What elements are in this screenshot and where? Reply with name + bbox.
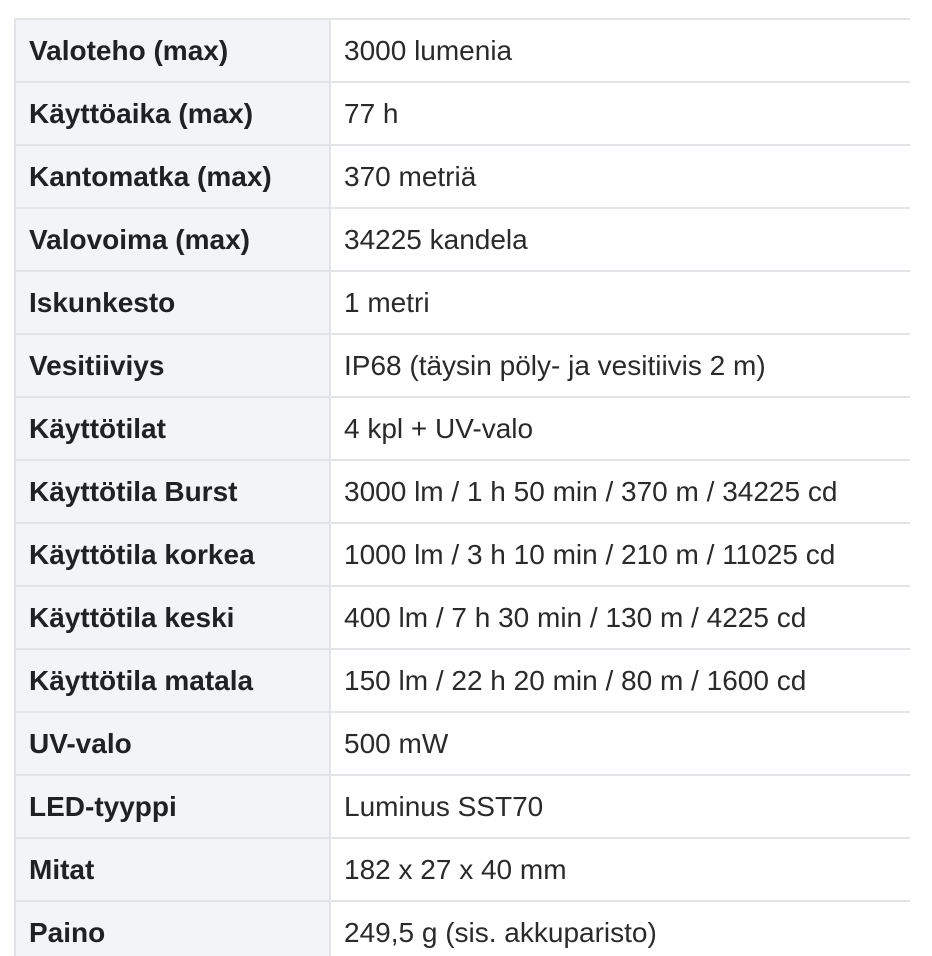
- table-row: [15, 460, 910, 523]
- spec-label: Paino: [15, 901, 330, 956]
- table-row: [15, 397, 910, 460]
- spec-label: Käyttöaika (max): [15, 82, 330, 145]
- spec-value: 150 lm / 22 h 20 min / 80 m / 1600 cd: [330, 649, 910, 712]
- spec-label: Käyttötila keski: [15, 586, 330, 649]
- spec-value: 3000 lumenia: [330, 19, 910, 82]
- spec-table-container: [14, 18, 910, 956]
- spec-value: 500 mW: [330, 712, 910, 775]
- spec-value: 4 kpl + UV-valo: [330, 397, 910, 460]
- table-row: [15, 82, 910, 145]
- spec-value: 182 x 27 x 40 mm: [330, 838, 910, 901]
- table-row: [15, 334, 910, 397]
- table-row: [15, 838, 910, 901]
- spec-label: Valovoima (max): [15, 208, 330, 271]
- table-row: [15, 208, 910, 271]
- spec-label: UV-valo: [15, 712, 330, 775]
- table-row: [15, 271, 910, 334]
- table-row: [15, 586, 910, 649]
- spec-value: 249,5 g (sis. akkuparisto): [330, 901, 910, 956]
- spec-label: Iskunkesto: [15, 271, 330, 334]
- table-row: [15, 523, 910, 586]
- spec-value: 1 metri: [330, 271, 910, 334]
- spec-value: 400 lm / 7 h 30 min / 130 m / 4225 cd: [330, 586, 910, 649]
- spec-label: Valoteho (max): [15, 19, 330, 82]
- spec-label: Käyttötila matala: [15, 649, 330, 712]
- spec-label: Mitat: [15, 838, 330, 901]
- spec-value: 34225 kandela: [330, 208, 910, 271]
- spec-label: Käyttötila Burst: [15, 460, 330, 523]
- spec-table: [14, 18, 910, 956]
- spec-label: Käyttötilat: [15, 397, 330, 460]
- table-row: [15, 901, 910, 956]
- table-row: [15, 775, 910, 838]
- spec-value: 1000 lm / 3 h 10 min / 210 m / 11025 cd: [330, 523, 910, 586]
- spec-label: Vesitiiviys: [15, 334, 330, 397]
- spec-label: LED-tyyppi: [15, 775, 330, 838]
- table-row: [15, 649, 910, 712]
- spec-value: Luminus SST70: [330, 775, 910, 838]
- table-row: [15, 712, 910, 775]
- table-row: [15, 19, 910, 82]
- spec-value: 77 h: [330, 82, 910, 145]
- spec-value: 3000 lm / 1 h 50 min / 370 m / 34225 cd: [330, 460, 910, 523]
- table-row: [15, 145, 910, 208]
- spec-label: Kantomatka (max): [15, 145, 330, 208]
- spec-label: Käyttötila korkea: [15, 523, 330, 586]
- spec-value: IP68 (täysin pöly- ja vesitiivis 2 m): [330, 334, 910, 397]
- spec-value: 370 metriä: [330, 145, 910, 208]
